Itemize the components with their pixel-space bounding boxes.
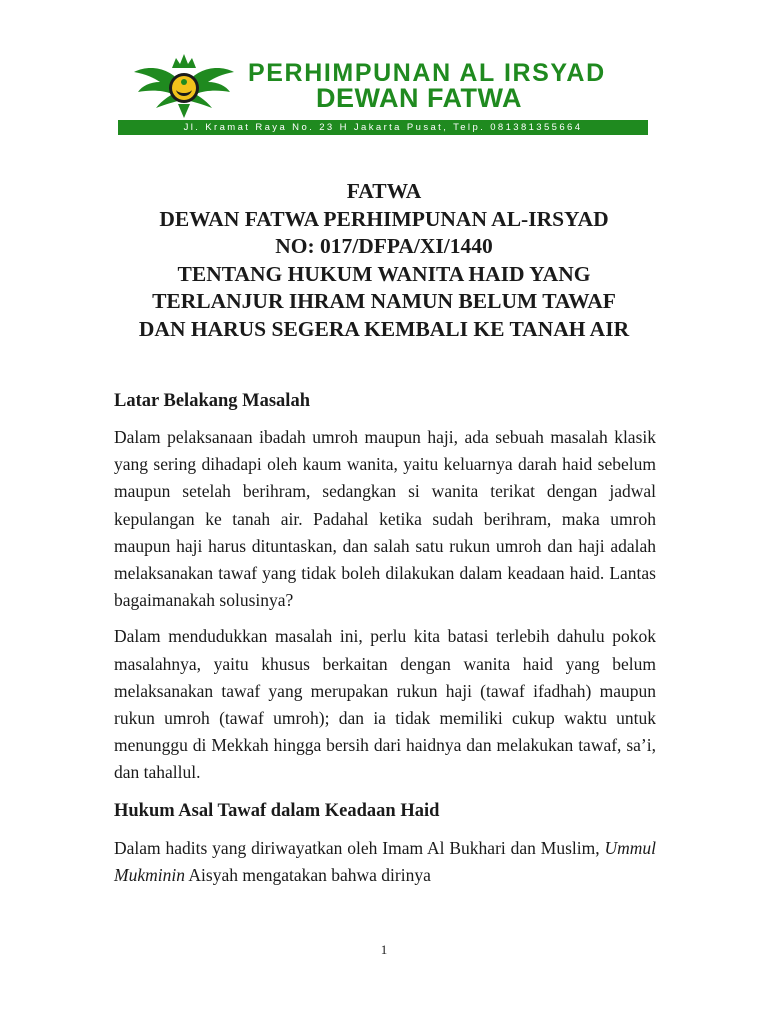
org-name: PERHIMPUNAN AL IRSYAD bbox=[248, 59, 606, 87]
council-name: DEWAN FATWA bbox=[316, 83, 522, 113]
title-line: DEWAN FATWA PERHIMPUNAN AL-IRSYAD bbox=[159, 206, 609, 231]
paragraph: Dalam pelaksanaan ibadah umroh maupun haji, ada sebuah masalah klasik yang sering dihadapi oleh kaum wanita, yaitu keluarnya darah haid sebelum maupun setelah berihram, sedangkan si wanita terikat dengan jadwal kepulangan ke tanah air. Padahal ketika sudah berihram, maka umroh maupun haji harus dituntaskan, dan salah satu rukun umroh dan haji adalah melaksanakan tawaf yang tidak boleh dilakukan dalam keadaan haid. Lantas bagaimanakah solusinya? bbox=[114, 427, 656, 611]
title-line: TENTANG HUKUM WANITA HAID YANG bbox=[177, 261, 591, 286]
paragraph-text: Dalam hadits yang diriwayatkan oleh Imam Al Bukhari dan Muslim, bbox=[114, 837, 600, 858]
italic-term: Ummul Mukminin bbox=[114, 837, 657, 885]
section-heading: Latar Belakang Masalah bbox=[114, 391, 310, 411]
al-irsyad-logo-icon bbox=[132, 50, 236, 120]
title-line: NO: 017/DFPA/XI/1440 bbox=[275, 234, 493, 258]
section-heading: Hukum Asal Tawaf dalam Keadaan Haid bbox=[114, 800, 440, 821]
title-line: DAN HARUS SEGERA KEMBALI KE TANAH AIR bbox=[138, 316, 630, 341]
page-number: 1 bbox=[380, 942, 388, 957]
fatwa-title bbox=[100, 178, 668, 343]
paragraph-text: Aisyah mengatakan bahwa dirinya bbox=[188, 864, 431, 885]
address-bar: Jl. Kramat Raya No. 23 H Jakarta Pusat, Telp. 081381355664 bbox=[118, 120, 648, 135]
document-body bbox=[114, 388, 656, 889]
letterhead bbox=[118, 40, 648, 140]
paragraph: Dalam mendudukkan masalah ini, perlu kita batasi terlebih dahulu pokok masalahnya, yaitu khusus berkaitan dengan wanita haid yang belum melaksanakan tawaf yang merupakan rukun haji (tawaf ifadhah) maupun rukun umroh (tawaf umroh); dan ia tidak memiliki cukup waktu untuk menunggu di Mekkah hingga bersih dari haidnya dan melakukan tawaf, sa’i, dan tahallul. bbox=[114, 626, 656, 783]
title-line: FATWA bbox=[346, 179, 422, 203]
title-line: TERLANJUR IHRAM NAMUN BELUM TAWAF bbox=[152, 289, 616, 313]
paragraph bbox=[114, 835, 656, 889]
